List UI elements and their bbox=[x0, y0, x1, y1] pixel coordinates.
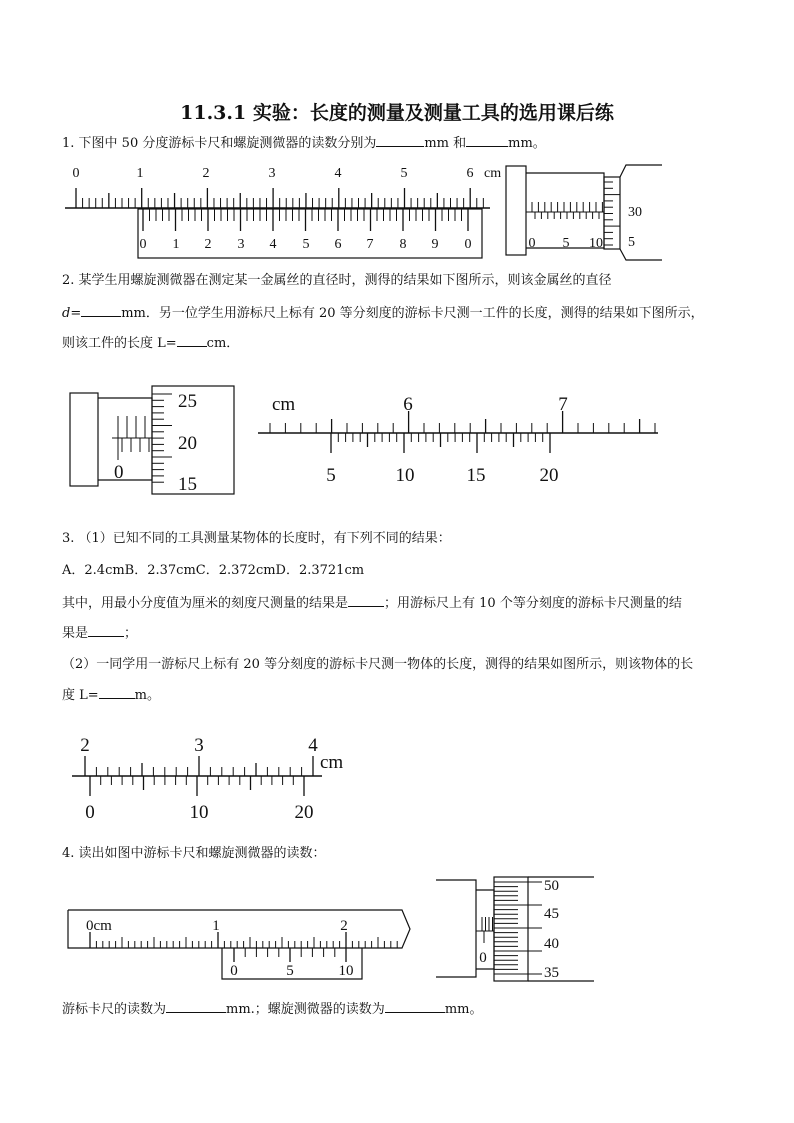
q2-vernier-label: 5 bbox=[326, 465, 336, 486]
q2-line-2 bbox=[62, 304, 704, 323]
q3-line-4-end: ； bbox=[124, 626, 138, 641]
q4-answer-line bbox=[62, 1000, 482, 1019]
q3-line-6-text: 度 L= bbox=[62, 688, 99, 703]
q2-vernier-label: 20 bbox=[539, 465, 559, 486]
q3-vernier-label: 10 bbox=[189, 802, 209, 823]
q1-sleeve-label: 5 bbox=[562, 236, 570, 251]
q1-thimble-label: 30 bbox=[628, 205, 642, 220]
q3-blank-2[interactable] bbox=[88, 624, 124, 637]
q2-main-label: 6 bbox=[403, 394, 413, 415]
q1-vernier-label: 1 bbox=[172, 237, 180, 252]
q1-vernier-label: 6 bbox=[334, 237, 342, 252]
q3-main-label: 4 bbox=[308, 735, 318, 756]
q4-blank-micrometer[interactable] bbox=[385, 1000, 445, 1013]
q3-blank-1[interactable] bbox=[348, 594, 384, 607]
q1-sleeve-label: 10 bbox=[589, 236, 603, 251]
q3-vernier-label: 0 bbox=[85, 802, 95, 823]
q4-answer-text: 游标卡尺的读数为 bbox=[62, 1002, 167, 1017]
page-title: 11.3.1 实验：长度的测量及测量工具的选用课后练 bbox=[180, 102, 614, 124]
q4-thimble-label: 50 bbox=[544, 878, 559, 894]
q3-line-6-end: m。 bbox=[134, 688, 160, 703]
q1-vernier-caliper bbox=[65, 188, 490, 258]
q4-vernier-caliper bbox=[68, 910, 410, 979]
q3-line-5: （2）一同学用一游标尺上标有 20 等分刻度的游标卡尺测一物体的长度，测得的结果如图所示，则该物体的长 bbox=[62, 657, 694, 672]
q2-thimble-label: 20 bbox=[178, 433, 197, 454]
q2-unit-label: cm bbox=[272, 394, 296, 415]
q1-vernier-label: 3 bbox=[237, 237, 245, 252]
q1-vernier-label: 4 bbox=[269, 237, 277, 252]
q4-sleeve-label: 0 bbox=[479, 950, 487, 966]
q1-vernier-label: 2 bbox=[204, 237, 212, 252]
q2-line-1: 2. 某学生用螺旋测微器在测定某一金属丝的直径时，测得的结果如下图所示，则该金属丝的直径 bbox=[62, 273, 612, 288]
q4-thimble-label: 35 bbox=[544, 965, 559, 981]
q1-thimble-label: 5 bbox=[628, 235, 635, 250]
q1-text-a: 1. 下图中 50 分度游标卡尺和螺旋测微器的读数分别为 bbox=[62, 136, 377, 151]
q1-anvil bbox=[506, 166, 526, 255]
q4-thimble-label: 40 bbox=[544, 936, 559, 952]
q2-d-label: d= bbox=[62, 306, 82, 321]
q4-thimble-label: 45 bbox=[544, 906, 559, 922]
q2-main-label: 7 bbox=[558, 394, 568, 415]
q3-main-label: 2 bbox=[80, 735, 90, 756]
q1-main-label: 3 bbox=[268, 166, 276, 181]
q3-unit-label: cm bbox=[320, 752, 344, 773]
q3-vernier-caliper bbox=[72, 756, 322, 796]
q3-main-label: 3 bbox=[194, 735, 204, 756]
q1-vernier-label: 7 bbox=[366, 237, 374, 252]
q2-vernier-label: 15 bbox=[466, 465, 486, 486]
q3-vernier-label: 20 bbox=[294, 802, 314, 823]
q1-main-label: 2 bbox=[202, 166, 210, 181]
q1-text-c: mm。 bbox=[508, 136, 546, 151]
q2-vernier-caliper bbox=[258, 411, 658, 453]
q2-micrometer bbox=[70, 386, 234, 494]
q1-vernier-frame bbox=[138, 209, 482, 258]
q4-line-1: 4. 读出如图中游标卡尺和螺旋测微器的读数： bbox=[62, 846, 326, 861]
q1-main-label: 6 bbox=[466, 166, 474, 181]
q1-main-label: 5 bbox=[400, 166, 408, 181]
q2-thimble-label: 25 bbox=[178, 391, 197, 412]
q1-vernier-label: 0 bbox=[464, 237, 472, 252]
q2-line-3-text: 则该工件的长度 L= bbox=[62, 336, 177, 351]
q2-vernier-label: 10 bbox=[395, 465, 415, 486]
q4-answer-end: mm。 bbox=[444, 1002, 483, 1017]
q4-answer-mid: mm.；螺旋测微器的读数为 bbox=[226, 1002, 385, 1017]
q3-line-3-text: 其中，用最小分度值为厘米的刻度尺测量的结果是 bbox=[62, 596, 349, 611]
q4-vernier-label: 0 bbox=[230, 963, 238, 979]
q3-blank-3[interactable] bbox=[99, 686, 135, 699]
q2-sleeve-label: 0 bbox=[114, 462, 124, 483]
q4-main-label: 1 bbox=[212, 918, 220, 934]
q1-sleeve-label: 0 bbox=[528, 236, 536, 251]
q4-blank-caliper[interactable] bbox=[166, 1000, 226, 1013]
q1-unit-label: cm bbox=[484, 166, 502, 181]
q3-line-1: 3. （1）已知不同的工具测量某物体的长度时，有下列不同的结果： bbox=[62, 531, 451, 546]
q2-line-3 bbox=[62, 334, 239, 353]
q2-blank-L[interactable] bbox=[177, 334, 207, 347]
q3-line-4-text: 果是 bbox=[62, 626, 89, 641]
q1-vernier-label: 0 bbox=[139, 237, 147, 252]
q1-vernier-label: 8 bbox=[399, 237, 407, 252]
q4-vernier-label: 10 bbox=[338, 963, 354, 979]
q4-main-label: 0cm bbox=[86, 918, 112, 934]
q1-main-label: 4 bbox=[334, 166, 342, 181]
q2-line-2-text: mm．另一位学生用游标尺上标有 20 等分刻度的游标卡尺测一工件的长度，测得的结果如下图所示， bbox=[121, 306, 704, 321]
q2-blank-d[interactable] bbox=[81, 304, 121, 317]
q3-line-3 bbox=[62, 594, 682, 613]
q2-line-3-end: cm． bbox=[206, 336, 240, 351]
q2-thimble-label: 15 bbox=[178, 474, 197, 495]
q4-main-label: 2 bbox=[340, 918, 348, 934]
q3-options: A．2.4cmB．2.37cmC．2.372cmD．2.3721cm bbox=[62, 563, 365, 578]
q1-main-label: 1 bbox=[136, 166, 144, 181]
q3-line-3-end: ；用游标尺上有 10 个等分刻度的游标卡尺测量的结 bbox=[384, 596, 682, 611]
q1-main-label: 0 bbox=[72, 166, 80, 181]
q1-text-b: mm 和 bbox=[424, 136, 467, 151]
q4-micrometer bbox=[436, 877, 594, 981]
q1-vernier-label: 9 bbox=[431, 237, 439, 252]
q3-line-6 bbox=[62, 686, 160, 705]
q3-line-4 bbox=[62, 624, 137, 643]
q4-vernier-label: 5 bbox=[286, 963, 294, 979]
q1-vernier-label: 5 bbox=[302, 237, 310, 252]
